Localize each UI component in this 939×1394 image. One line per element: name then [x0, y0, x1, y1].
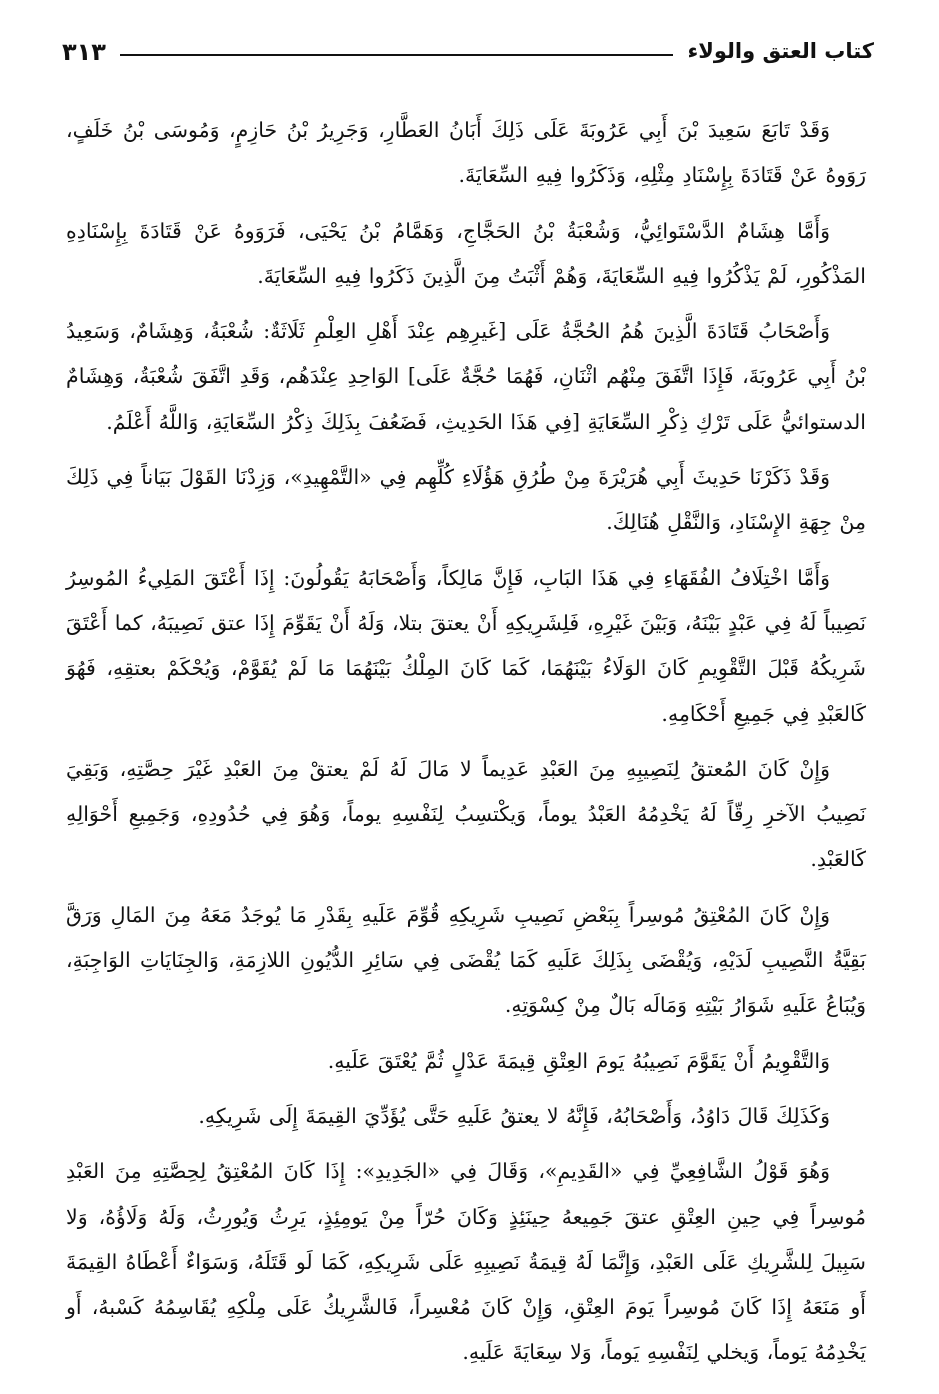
paragraph: وَإِنْ كَانَ المُعْتِقُ مُوسِراً بِبَعْضِ نَصِيبِ شَرِيكِهِ قُوِّمَ عَلَيهِ بِقَدْرِ مَا يُوجَدُ مَعَهُ مِنَ المَالِ وَرَقَّ بَقِيَّةُ النَّصِيبِ لَدَيْهِ، وَيُقْضَى بِذَلِكَ عَلَيهِ كَمَا يُقْضَى فِي سَائِرِ الدُّيُونِ اللازِمَةِ، وَالجِنَايَاتِ الوَاجِبَةِ، وَيُبَاعُ عَلَيهِ شَوَارُ بَيْتِهِ وَمَالَه بَالٌ مِنْ كِسْوَتِهِ.: [66, 902, 866, 1018]
paragraph: وَقَدْ تَابَعَ سَعِيدَ بْنَ أَبِي عَرُوبَةَ عَلَى ذَلِكَ أَبَانُ العَطَّارِ، وَجَرِيرُ بْنُ حَازِمٍ، وَمُوسَى بْنُ خَلَفٍ، رَوَوهُ عَنْ قَتَادَةَ بِإِسْنَادِ مِثْلِهِ، وَذَكَرُوا فِيهِ السِّعَايَةَ.: [66, 118, 866, 188]
paragraph: وَالتَّقْوِيمُ أَنْ يَقَوَّمَ نَصِيبُهُ يَومَ العِتْقِ قِيمَةَ عَدْلٍ ثُمَّ يُعْتَقَ عَلَيهِ.: [327, 1048, 830, 1073]
paragraph: وَإِنْ كَانَ المُعتقُ لِنَصِيبِهِ مِنَ العَبْدِ عَدِيماً لا مَالَ لَهُ لَمْ يعتقْ مِنَ العَبْدِ غَيْرَ حِصَّتِهِ، وَبَقِيَ نَصِيبُ الآخرِ رِقّاً لَهُ يَخْدِمُهُ العَبْدُ يوماً، وَيكْتسِبُ لِنَفْسِهِ يوماً، وَهُوَ فِي حُدُودِهِ، وَجَمِيعِ أَحْوَالِهِ كَالعَبْدِ.: [66, 756, 866, 872]
paragraph: وَكَذَلِكَ قَالَ دَاوُدُ، وَأَصْحَابُهُ، فَإِنَّهُ لا يعتقُ عَلَيهِ حَتَّى يُؤَدِّيَ القِيمَةَ إِلَى شَرِيكِهِ.: [198, 1103, 830, 1128]
page-body: [66, 108, 866, 1386]
paragraph: وَقَدْ ذَكَرْنَا حَدِيثَ أَبِي هُرَيْرَةَ مِنْ طُرُقِ هَؤُلَاءِ كُلِّهِم فِي «التَّمْهِيدِ»، وَزِدْنَا القَوْلَ بَيَاناً فِي ذَلِكَ مِنْ جِهَةِ الإِسْنَادِ، وَالنَّقْلِ هُنَالِكَ.: [66, 465, 866, 535]
header-rule: [120, 54, 674, 56]
paragraph: وَهُوَ قَوْلُ الشَّافِعِيِّ فِي «القَدِيمِ»، وَقَالَ فِي «الجَدِيدِ»: إِذَا كَانَ المُعْتِقُ لِحِصَّتِهِ مِنَ العَبْدِ مُوسِراً فِي حِينِ العِتْقِ عتقَ جَمِيعهُ حِينَئِذٍ وَكَانَ حُرّاً مِنْ يَومِئِذٍ، يَرِثُ وَيُورِثُ، وَلَهُ وَلَاؤُهُ، وَلا سَبِيلَ لِلشَّرِيكِ عَلَى العَبْدِ، وَإِنَّمَا لَهُ قِيمَةُ نَصِيبِهِ عَلَى شَرِيكِهِ، كَمَا لَو قَتَلَهُ، وَسَوَاءٌ أَعْطَاهُ القِيمَةَ أَو مَنَعَهُ إِذَا كَانَ مُوسِراً يَومَ العِتْقِ، وَإِنْ كَانَ مُعْسِراً، فَالشَّرِيكُ عَلَى مِلْكِهِ يُقَاسِمُهُ كَسْبهُ، أَو يَخْدِمُهُ يَوماً، وَيخلي لِنَفْسِهِ يَوماً، وَلا سِعَايَةَ عَلَيهِ.: [66, 1159, 866, 1365]
page-number: ٣١٣: [62, 38, 106, 66]
paragraph: وَأَمَّا هِشَامٌ الدَّسْتَوائِيُّ، وَشُعْبَةُ بْنُ الحَجَّاجِ، وَهَمَّامُ بْنُ يَحْيَى، فَرَوَوهُ عَنْ قَتَادَةَ بِإِسْنَادِهِ المَذْكُورِ، لَمْ يَذْكُرُوا فِيهِ السِّعَايَةَ، وَهُمْ أَثْبَتُ مِنَ الَّذِينَ ذَكَرُوا فِيهِ السِّعَايَةَ.: [66, 218, 866, 288]
running-title: كتاب العتق والولاء: [687, 39, 874, 63]
paragraph: وَأَمَّا اخْتِلَافُ الفُقَهَاءِ فِي هَذَا البَابِ، فَإِنَّ مَالِكاً، وَأَصْحَابَهُ يَقُولُونَ: إِذَا أَعْتَقَ المَلِيءُ المُوسِرُ نَصِيباً لَهُ فِي عَبْدٍ بَيْنَهُ، وَبَيْنَ غَيْرِهِ، فَلِشَرِيكِهِ أَنْ يعتقَ بتلا، وَلَهُ أَنْ يَقَوِّمَ إِذَا عتق نَصِيبَهُ، كما أَعْتَقَ شَرِيكُهُ قَبْلَ التَّقْوِيمِ كَانَ الوَلَاءُ بَيْنَهُمَا، كَمَا كَانَ المِلْكُ بَيْنَهُمَا مَا لَمْ يُقَوَّمْ، وَيُحْكَمْ بعتقِهِ، فَهُوَ كَالعَبْدِ فِي جَمِيعِ أَحْكَامِهِ.: [66, 565, 866, 726]
paragraph: وَأَصْحَابُ قَتَادَةَ الَّذِينَ هُمُ الحُجَّةُ عَلَى [غَيرِهِم عِنْدَ أَهْلِ العِلْمِ ثَلَاثَةٌ: شُعْبَةُ، وَهِشَامٌ، وَسَعِيدُ بْنُ أَبِي عَرُوبَةَ، فَإِذَا اتَّفَقَ مِنْهُم اثْنَانِ، فَهُمَا حُجَّةٌ عَلَى] الوَاحِدِ عِنْدَهُم، وَقَدِ اتَّفَقَ شُعْبَةُ، وَهِشَامٌ الدستوائيُّ عَلَى تَرْكِ ذِكْرِ السِّعَايَةِ [فِي هَذَا الحَدِيثِ، فَضَعُفَ بِذَلِكَ ذِكْرُ السِّعَايَةِ، وَاللَّهُ أَعْلَمُ.: [66, 319, 866, 434]
page-header: [62, 30, 874, 68]
